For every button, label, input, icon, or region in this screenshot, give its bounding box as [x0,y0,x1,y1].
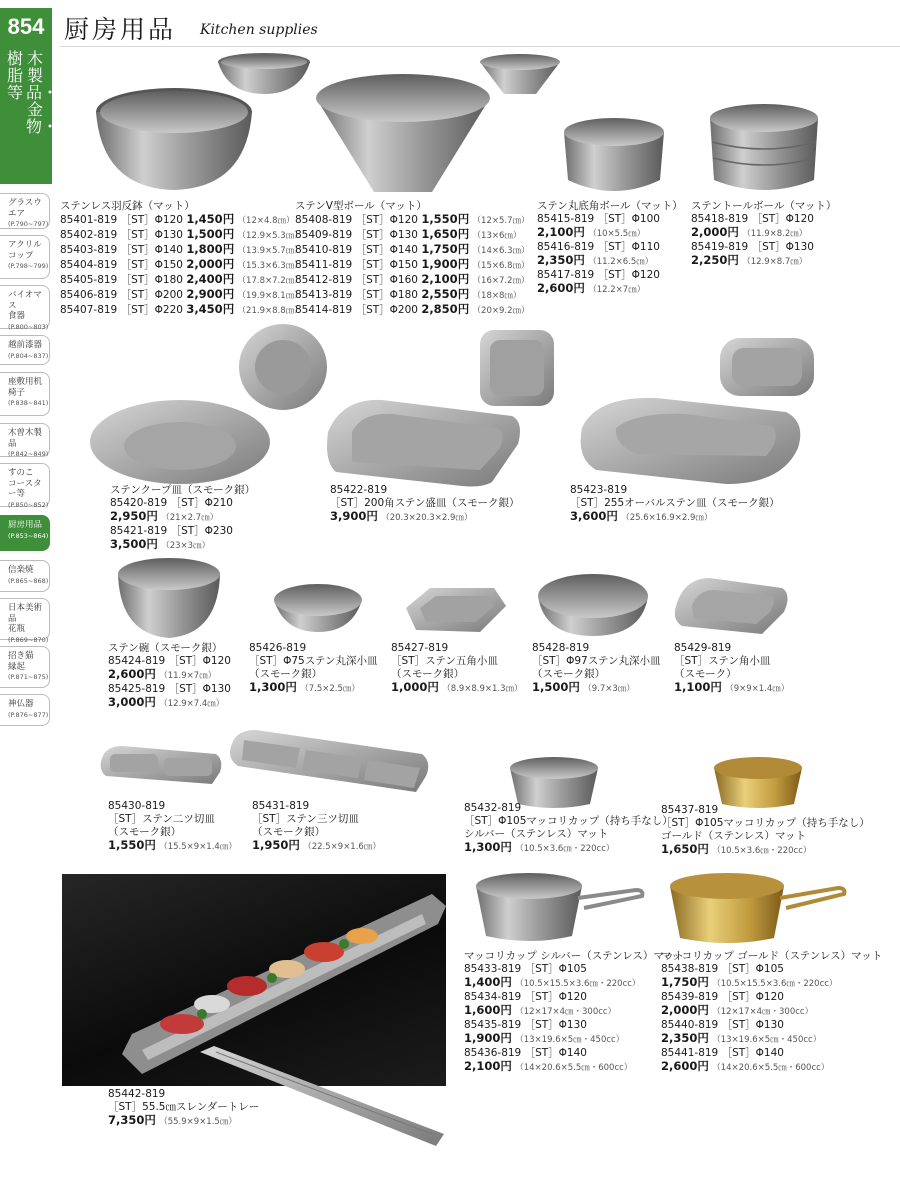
makgeolli-silver-info [464,802,673,856]
product-name: ステン丸底角ボール（マット） [537,200,683,212]
oval-255-plate-image [576,392,808,488]
spec-row [295,258,530,273]
price-row [464,976,684,991]
code: 85416-819 ［ST］Φ110 [537,241,660,253]
price-row [570,510,780,525]
round-deep-75-image [270,580,366,634]
slender-tray-info [108,1088,259,1129]
nav-label: 座敷用机 椅子 [8,377,43,398]
nav-item-biomass[interactable] [0,285,50,329]
price: 1,650円 [421,227,470,241]
price: 1,900円 [464,1031,512,1045]
code: 85418-819 ［ST］Φ120 [691,213,814,225]
price-row [110,510,255,525]
code: 85405-819 ［ST］Φ180 [60,274,183,286]
size: （9×9×1.4㎝） [725,684,790,694]
product-name: ［ST］Φ75ステン丸深小皿 [249,655,378,667]
price: 2,850円 [421,302,470,316]
price-row [464,1032,684,1047]
category-text-col1: 木製品・金物・ [26,49,59,136]
product-name: ステンクープ皿（スモーク銀） [110,484,256,496]
price: 2,950円 [110,509,158,523]
price: 1,300円 [464,840,512,854]
price: 2,100円 [537,225,585,239]
size: （11.2×6.5㎝） [588,257,654,267]
size: （8.9×8.9×1.3㎝） [442,684,523,694]
product-name: ［ST］Φ97ステン丸深小皿 [532,655,661,667]
price-row [249,681,377,696]
nav-range: (P.871~875) [8,673,49,681]
code: 85415-819 ［ST］Φ100 [537,213,660,225]
size: （13×19.6×5㎝・450cc） [712,1035,822,1045]
spec-row [60,258,303,273]
page-title-english: Kitchen supplies [200,22,318,38]
price: 3,600円 [570,509,618,523]
size: （16×7.2㎝） [472,276,530,286]
nav-range: (P.798~799) [8,262,49,270]
oval-255-top-image [714,334,818,400]
nav-range: (P.838~841) [8,399,49,407]
price: 2,600円 [108,667,156,681]
price: 2,000円 [661,1003,709,1017]
product-variant: ゴールド（ステンレス）マット [661,830,807,842]
product-variant: （スモーク銀） [108,826,182,838]
makgeolli-gold-info [661,804,870,858]
nav-item-sunoko[interactable] [0,463,50,507]
spec-row [295,243,530,258]
nav-range: (P.804~837) [8,351,49,360]
product-name: ［ST］ステン三ツ切皿 [252,813,359,825]
size: （11.9×7㎝） [159,671,217,681]
size: （12.2×7㎝） [588,285,646,295]
code: 85414-819 ［ST］Φ200 [295,304,418,316]
size: （11.9×8.2㎝） [742,229,808,239]
nav-item-echizen[interactable] [0,335,50,365]
nav-label: アクリル コップ [8,240,42,261]
size: （20.3×20.3×2.9㎝） [381,513,473,523]
size: （25.6×16.9×2.9㎝） [621,513,713,523]
product-name: ［ST］ステン二ツ切皿 [108,813,215,825]
code: 85433-819 ［ST］Φ105 [464,963,587,975]
price-row [661,976,882,991]
code: 85423-819 [570,484,628,496]
price: 3,900円 [330,509,378,523]
code: 85438-819 ［ST］Φ105 [661,963,784,975]
size: （21×2.7㎝） [161,513,219,523]
size: （13.9×5.7㎝） [237,246,303,256]
price-row [537,226,683,241]
code: 85436-819 ［ST］Φ140 [464,1047,587,1059]
price: 1,750円 [421,242,470,256]
product-name: マッコリカップ シルバー（ステンレス）マット [464,950,685,962]
size: （10.5×15.5×3.6㎝・220cc） [515,979,641,989]
code: 85439-819 ［ST］Φ120 [661,991,784,1003]
price-row [674,681,789,696]
code: 85401-819 ［ST］Φ120 [60,214,183,226]
size: （12×17×4㎝・300cc） [712,1007,814,1017]
price-row [252,839,381,854]
size: （12.9×8.7㎝） [742,257,808,267]
pentagon-plate-image [400,582,510,636]
oval-255-info [570,484,780,525]
nav-range: (P.853~864) [8,531,49,540]
spec-row [60,228,303,243]
spec-row [60,303,303,318]
price: 2,600円 [661,1059,709,1073]
nav-label: 招き猫 縁起 [8,651,34,672]
code: 85408-819 ［ST］Φ120 [295,214,418,226]
code: 85421-819 ［ST］Φ230 [110,525,233,537]
product-name: ステントールボール（マット） [691,200,837,212]
price: 2,000円 [186,257,235,271]
code: 85427-819 [391,642,449,654]
code: 85426-819 [249,642,307,654]
price-row [330,510,519,525]
price-row [464,841,673,856]
code: 85406-819 ［ST］Φ200 [60,289,183,301]
product-name: ［ST］ステン五角小皿 [391,655,498,667]
two-compartment-info [108,800,237,854]
makgeolli-handle-gold-info [661,950,882,1075]
price: 2,550円 [421,287,470,301]
spec-row [295,288,530,303]
code: 85422-819 [330,484,388,496]
nav-item-bijutsu[interactable] [0,598,50,644]
pentagon-plate-info [391,642,523,696]
price-row [110,538,255,553]
code: 85425-819 ［ST］Φ130 [108,683,231,695]
size: （55.9×9×1.5㎝） [159,1117,237,1127]
price-row [108,696,231,711]
product-name: マッコリカップ ゴールド（ステンレス）マット [661,950,883,962]
product-variant: （スモーク銀） [391,668,465,680]
nav-range: (P.790~797) [8,220,49,228]
spec-row [295,273,530,288]
code: 85407-819 ［ST］Φ220 [60,304,183,316]
price: 1,450円 [186,212,235,226]
size: （14×6.3㎝） [472,246,530,256]
price: 1,500円 [186,227,235,241]
code: 85412-819 ［ST］Φ160 [295,274,418,286]
code: 85428-819 [532,642,590,654]
price-row [391,681,523,696]
size: （18×8㎝） [472,291,522,301]
product-name: ステンV型ボール（マット） [295,200,427,212]
price-row [661,1032,882,1047]
code: 85429-819 [674,642,732,654]
size: （12.9×7.4㎝） [159,699,225,709]
price: 1,400円 [464,975,512,989]
v-bowl-small-image [478,52,562,96]
price: 1,750円 [661,975,709,989]
three-compartment-info [252,800,381,854]
size: （22.5×9×1.6㎝） [303,842,381,852]
makgeolli-handle-silver-image [472,870,648,946]
size: （13×19.6×5㎝・450cc） [515,1035,625,1045]
code: 85437-819 [661,804,719,816]
price-row [108,668,231,683]
nav-label: 信楽焼 [8,565,34,575]
code: 85424-819 ［ST］Φ120 [108,655,231,667]
nav-range: (P.842~849) [8,450,49,458]
price: 1,950円 [252,838,300,852]
v-bowl-image [312,70,494,198]
price: 1,000円 [391,680,439,694]
square-small-plate-info [674,642,789,696]
code: 85431-819 [252,800,310,812]
product-variant: （スモーク銀） [249,668,323,680]
code: 85402-819 ［ST］Φ130 [60,229,183,241]
nav-item-acrylic-cup[interactable] [0,235,50,279]
size: （15.5×9×1.4㎝） [159,842,237,852]
price-row [537,254,683,269]
nav-item-shigaraki[interactable] [0,560,50,592]
round-deep-97-info [532,642,660,696]
nav-label: 厨房用品 [8,520,43,530]
v-bowl-info [295,200,530,318]
product-name: ［ST］255オーバルステン皿（スモーク銀） [570,497,780,509]
square-200-plate-image [322,392,528,490]
price-row [661,843,870,858]
product-name: ［ST］ステン角小皿 [674,655,771,667]
spec-row [60,273,303,288]
code: 85432-819 [464,802,522,814]
price: 2,600円 [537,281,585,295]
nav-label: 神仏器 [8,699,34,709]
price: 1,650円 [661,842,709,856]
hanzo-small-bowl-image [216,50,316,98]
price: 1,800円 [186,242,235,256]
price: 2,900円 [186,287,235,301]
size: （15×6.8㎝） [472,261,530,271]
code: 85417-819 ［ST］Φ120 [537,269,660,281]
size: （21.9×8.8㎝） [237,306,303,316]
nav-range: (P.865~868) [8,576,49,585]
code: 85442-819 [108,1088,166,1100]
size: （10.5×3.6㎝・220cc） [712,846,812,856]
nav-range: (P.850~852) [8,500,49,509]
price: 2,000円 [691,225,739,239]
code: 85434-819 ［ST］Φ120 [464,991,587,1003]
nav-item-shinbutsu[interactable] [0,694,50,726]
makgeolli-handle-gold-image [666,870,850,948]
price: 2,100円 [421,272,470,286]
tall-bowl-image [706,100,822,198]
product-variant: （スモーク銀） [252,826,326,838]
product-name: ステン碗（スモーク銀） [108,642,223,654]
makgeolli-handle-silver-info [464,950,684,1075]
size: （13×6㎝） [472,231,522,241]
size: （10.5×15.5×3.6㎝・220cc） [712,979,838,989]
nav-range: (P.800~803) [8,322,49,331]
nav-item-kitchen[interactable] [0,515,50,551]
size: （12×17×4㎝・300cc） [515,1007,617,1017]
price: 2,100円 [464,1059,512,1073]
size: （20×9.2㎝） [472,306,530,316]
price: 3,500円 [110,537,158,551]
code: 85410-819 ［ST］Φ140 [295,244,418,256]
nav-item-kiso[interactable] [0,423,50,457]
size: （19.9×8.1㎝） [237,291,303,301]
size: （12×5.7㎝） [472,216,530,226]
spec-row [295,303,530,318]
price-row [691,254,836,269]
size: （17.8×7.2㎝） [237,276,303,286]
nav-label: バイオマス 食器 [8,290,42,321]
price-row [108,1114,259,1129]
code: 85411-819 ［ST］Φ150 [295,259,418,271]
spec-row [60,213,303,228]
coupe-plate-image [86,396,274,490]
page-number: 854 [0,8,52,46]
product-variant: （スモーク銀） [532,668,606,680]
size: （14×20.6×5.5㎝・600cc） [515,1063,633,1073]
price-row [532,681,660,696]
nav-label: 日本美術品 花瓶 [8,603,43,634]
nav-label: 越前漆器 [8,340,43,350]
price: 2,250円 [691,253,739,267]
coupe-plate-info [110,484,255,553]
price: 1,500円 [532,680,580,694]
nav-item-zashiki[interactable] [0,372,50,416]
price-row [464,1004,684,1019]
size: （15.3×6.3㎝） [237,261,303,271]
size: （7.5×2.5㎝） [300,684,360,694]
maru-bowl-info [537,200,683,297]
nav-label: 木曽木製品 [8,428,43,449]
price: 1,600円 [464,1003,512,1017]
square-small-plate-image [670,572,794,638]
tall-bowl-info [691,200,836,269]
spec-row [60,288,303,303]
wan-bowl-info [108,642,231,711]
spec-row [60,243,303,258]
price: 1,100円 [674,680,722,694]
code: 85413-819 ［ST］Φ180 [295,289,418,301]
product-name: ステンレス羽反鉢（マット） [60,200,195,212]
product-name: ［ST］200角ステン盛皿（スモーク銀） [330,497,520,509]
size: （23×3㎝） [161,541,211,551]
code: 85404-819 ［ST］Φ150 [60,259,183,271]
product-name: ［ST］Φ105マッコリカップ（持ち手なし） [661,817,870,829]
size: （14×20.6×5.5㎝・600cc） [712,1063,830,1073]
code: 85419-819 ［ST］Φ130 [691,241,814,253]
price: 1,300円 [249,680,297,694]
spec-row [295,213,530,228]
price: 1,900円 [421,257,470,271]
category-text-col2: 樹脂等 [6,49,23,102]
price: 2,350円 [537,253,585,267]
code: 85435-819 ［ST］Φ130 [464,1019,587,1031]
price: 2,400円 [186,272,235,286]
wan-bowl-image [114,554,224,642]
size: （12.9×5.3㎝） [237,231,303,241]
maru-square-bowl-image [560,110,668,200]
price-row [464,1060,684,1075]
code: 85440-819 ［ST］Φ130 [661,1019,784,1031]
price-row [661,1004,882,1019]
size: （10.5×3.6㎝・220cc） [515,844,615,854]
page-title: 厨房用品 [64,15,177,44]
product-variant: シルバー（ステンレス）マット [464,828,609,840]
code: 85409-819 ［ST］Φ130 [295,229,418,241]
code: 85430-819 [108,800,166,812]
price-row [691,226,836,241]
nav-label: すのこ コースター等 [8,468,42,499]
square-200-info [330,484,519,525]
price-row [661,1060,882,1075]
nav-range: (P.876~877) [8,710,49,719]
size: （9.7×3㎝） [583,684,635,694]
product-variant: （スモーク） [674,668,737,680]
code: 85441-819 ［ST］Φ140 [661,1047,784,1059]
header-rule [60,46,900,47]
product-name: ［ST］Φ105マッコリカップ（持ち手なし） [464,815,673,827]
nav-range: (P.869~870) [8,635,49,644]
code: 85403-819 ［ST］Φ140 [60,244,183,256]
product-name: ［ST］55.5㎝スレンダートレー [108,1101,260,1113]
round-deep-75-info [249,642,377,696]
price-row [108,839,237,854]
nav-item-manekineko[interactable] [0,646,50,688]
nav-label: グラスウエア [8,198,42,219]
price: 3,450円 [186,302,235,316]
category-tab [0,46,59,184]
three-compartment-plate-image [226,724,432,796]
price: 7,350円 [108,1113,156,1127]
two-compartment-plate-image [96,740,226,790]
price: 3,000円 [108,695,156,709]
nav-item-glassware[interactable] [0,193,50,229]
spec-row [295,228,530,243]
code: 85420-819 ［ST］Φ210 [110,497,233,509]
round-deep-97-image [534,570,652,638]
price: 2,350円 [661,1031,709,1045]
price-row [537,282,683,297]
price: 1,550円 [421,212,470,226]
size: （12×4.8㎝） [237,216,295,226]
hanzo-bowl-info [60,200,303,318]
price: 1,550円 [108,838,156,852]
size: （10×5.5㎝） [588,229,646,239]
